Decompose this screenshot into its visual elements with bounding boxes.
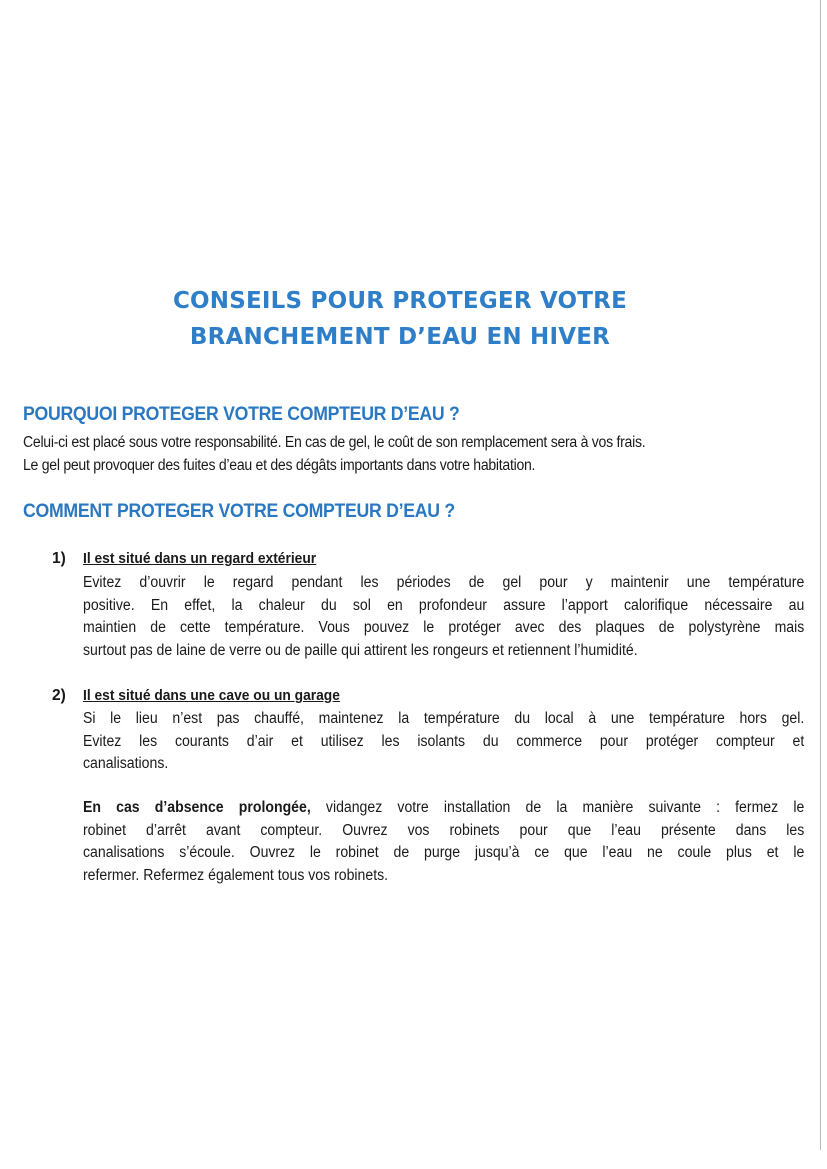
item-title-cellar-garage: Il est situé dans une cave ou un garage xyxy=(83,687,340,704)
paragraph-line: Celui-ci est placé sous votre responsabilité. En cas de gel, le coût de son remplacement sera à vos frais. xyxy=(23,434,646,451)
paragraph-line: canalisations. xyxy=(83,755,169,772)
title-line-1: CONSEILS POUR PROTEGER VOTRE xyxy=(172,288,628,314)
item-title-outdoor-pit: Il est situé dans un regard extérieur xyxy=(83,550,317,567)
title-line-2: BRANCHEMENT D’EAU EN HIVER xyxy=(189,324,611,350)
page-edge-line xyxy=(820,0,821,1150)
absence-paragraph xyxy=(83,797,804,887)
paragraph-line: Evitez les courants d’air et utilisez les isolants du commerce pour protéger compteur et xyxy=(83,732,805,750)
section-heading-why: POURQUOI PROTEGER VOTRE COMPTEUR D’EAU ? xyxy=(23,404,460,425)
item-1-paragraph xyxy=(83,572,804,662)
paragraph-line: robinet d’arrêt avant compteur. Ouvrez vos robinets pour que l’eau présente dans les xyxy=(83,821,805,839)
paragraph-line: canalisations s’écoule. Ouvrez le robinet de purge jusqu’à ce que l’eau ne coule plus et le xyxy=(83,844,805,861)
section-heading-how: COMMENT PROTEGER VOTRE COMPTEUR D’EAU ? xyxy=(23,501,455,522)
absence-first-line-rest: vidangez votre installation de la manière suivante : fermez le xyxy=(310,799,805,816)
absence-bold-lead: En cas d’absence prolongée, xyxy=(83,799,311,816)
section-why-paragraph xyxy=(23,432,750,477)
paragraph-line: surtout pas de laine de verre ou de paille qui attirent les rongeurs et retiennent l’humidité. xyxy=(83,641,638,659)
paragraph-line: Le gel peut provoquer des fuites d’eau et des dégâts importants dans votre habitation. xyxy=(23,456,536,474)
paragraph-line xyxy=(83,797,804,820)
document-title xyxy=(0,283,800,355)
paragraph-line: Evitez d’ouvrir le regard pendant les périodes de gel pour y maintenir une température xyxy=(83,574,805,591)
paragraph-line: Si le lieu n’est pas chauffé, maintenez la température du local à une température hors gel. xyxy=(83,710,805,727)
item-number-2: 2) xyxy=(52,687,66,704)
paragraph-line: maintien de cette température. Vous pouvez le protéger avec des plaques de polystyrène mais xyxy=(83,619,805,636)
paragraph-line: refermer. Refermez également tous vos robinets. xyxy=(83,866,389,884)
item-number-1: 1) xyxy=(52,550,66,567)
paragraph-line: positive. En effet, la chaleur du sol en profondeur assure l’apport calorifique nécessaire au xyxy=(83,596,805,614)
item-2-paragraph xyxy=(83,708,804,776)
